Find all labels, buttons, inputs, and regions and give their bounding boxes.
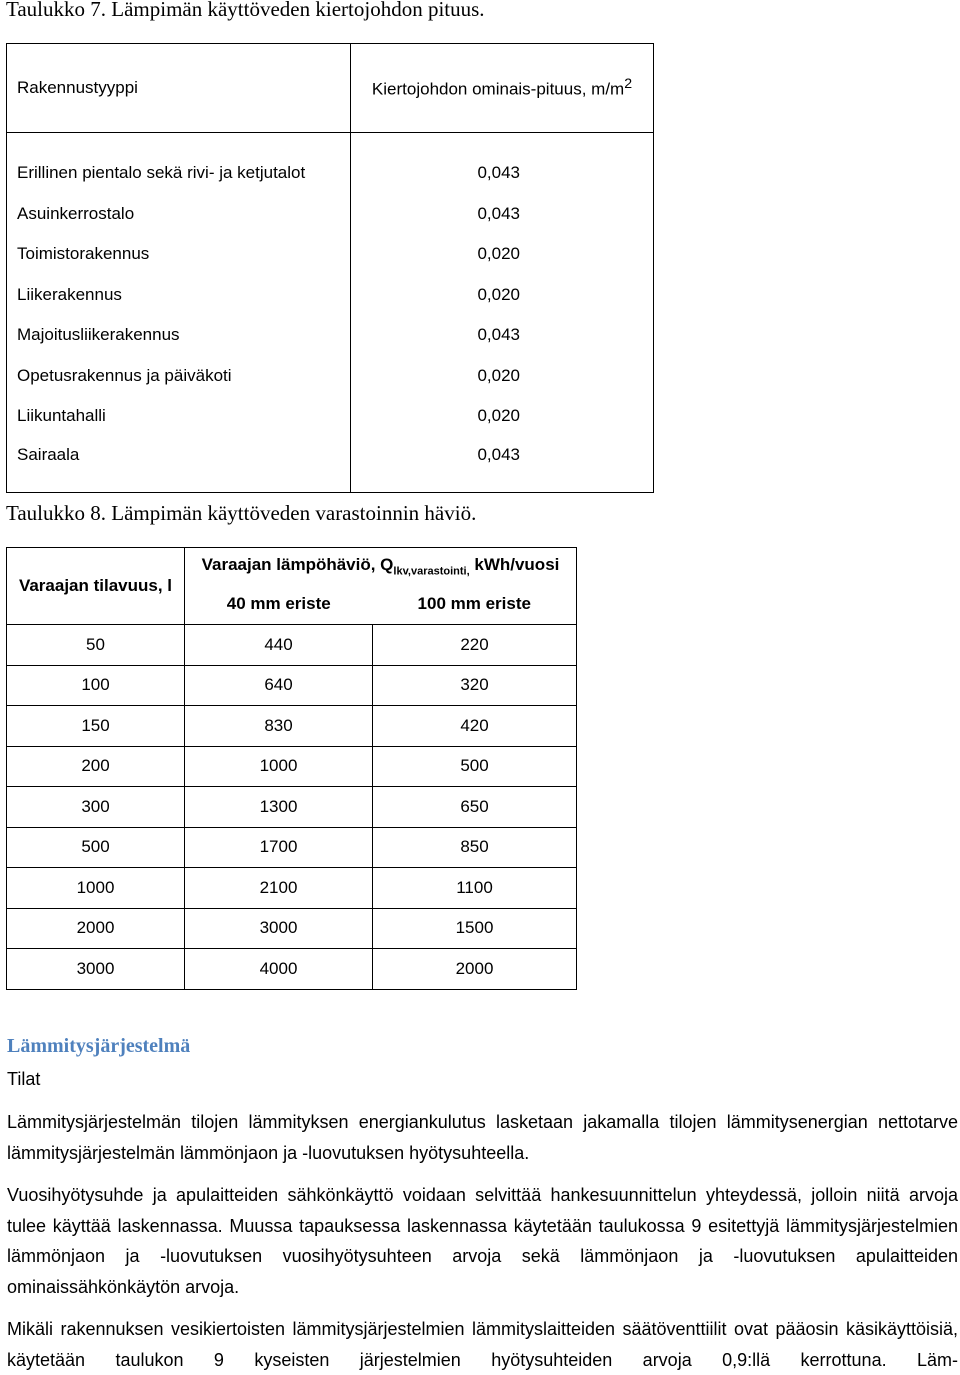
table8-cell-100mm: 2000 [373,949,577,990]
table7-row [7,315,654,356]
table7-cell-type: Toimistorakennus [7,234,351,275]
table8-cell-100mm: 1500 [373,908,577,949]
table8-row [7,665,577,706]
table7-cell-type: Liikerakennus [7,275,351,316]
section-title: Lämmitysjärjestelmä [7,1035,191,1057]
table7-cell-value: 0,043 [351,437,654,493]
table8-cell-100mm: 320 [373,665,577,706]
table7-cell-type: Sairaala [7,437,351,493]
table8-cell-40mm: 830 [185,706,373,747]
table8-cell-100mm: 1100 [373,868,577,909]
table8-row [7,868,577,909]
table8-cell-40mm: 1700 [185,827,373,868]
table8-cell-volume: 100 [7,665,185,706]
table7 [6,43,654,493]
table7-row [7,396,654,437]
table8-cell-volume: 1000 [7,868,185,909]
table8-cell-40mm: 440 [185,625,373,666]
table8-cell-100mm: 420 [373,706,577,747]
table7-cell-type: Opetusrakennus ja päiväkoti [7,356,351,397]
section-subheading: Tilat [7,1069,41,1089]
table7-header-value-sup: 2 [624,76,633,93]
table8-cell-volume: 2000 [7,908,185,949]
table7-cell-type: Asuinkerrostalo [7,194,351,235]
table8-caption: Taulukko 8. Lämpimän käyttöveden varastoinnin häviö. [6,501,477,525]
table7-cell-value: 0,020 [351,356,654,397]
paragraph-3: Mikäli rakennuksen vesikiertoisten lämmitysjärjestelmien lämmityslaitteiden säätöventtiilit ovat pääosin käsikäyttöisiä, käytetään taulukon 9 kyseisten järjestelmien hyötysuhteiden arvoja 0,9:llä kerrottuna. Läm- [7,1319,958,1370]
table7-row [7,275,654,316]
table7-row [7,234,654,275]
table8-row [7,787,577,828]
table7-row [7,194,654,235]
table7-row [7,437,654,493]
table8-header-loss-sub: lkv,varastointi, [393,565,470,578]
table8-row [7,949,577,990]
table7-cell-value: 0,020 [351,234,654,275]
table8-cell-volume: 150 [7,706,185,747]
table7-cell-value: 0,043 [351,315,654,356]
table8-header-loss [185,548,577,585]
table7-cell-type: Liikuntahalli [7,396,351,437]
table8-header-100: 100 mm eriste [373,584,577,625]
table8-row [7,706,577,747]
table8-cell-40mm: 1000 [185,746,373,787]
table7-header-row [7,44,654,133]
table7-row [7,153,654,194]
table7-gap-row [7,133,654,154]
table7-caption: Taulukko 7. Lämpimän käyttöveden kiertojohdon pituus. [6,0,485,21]
table8-cell-100mm: 650 [373,787,577,828]
table8-row [7,746,577,787]
table8-cell-100mm: 850 [373,827,577,868]
table8-cell-100mm: 220 [373,625,577,666]
table8-row [7,625,577,666]
table7-cell-value: 0,043 [351,153,654,194]
table8-cell-40mm: 4000 [185,949,373,990]
table8-cell-volume: 50 [7,625,185,666]
table7-cell-value: 0,020 [351,396,654,437]
table8-cell-40mm: 3000 [185,908,373,949]
table7-cell-value: 0,043 [351,194,654,235]
table8-header-loss-main: Varaajan lämpöhäviö, Q [201,554,394,574]
table8 [6,547,577,990]
table8-cell-40mm: 1300 [185,787,373,828]
table8-cell-40mm: 640 [185,665,373,706]
table7-cell-type: Majoitusliikerakennus [7,315,351,356]
paragraph-1: Lämmitysjärjestelmän tilojen lämmityksen energiankulutus lasketaan jakamalla tilojen lämmitysenergian nettotarve lämmitysjärjestelmän lämmönjaon ja -luovutuksen hyötysuhteella. [7,1112,958,1163]
table7-cell-type: Erillinen pientalo sekä rivi- ja ketjutalot [7,153,351,194]
table7-row [7,356,654,397]
table8-header-volume: Varaajan tilavuus, l [7,548,185,625]
table7-cell-value: 0,020 [351,275,654,316]
table8-cell-volume: 300 [7,787,185,828]
table7-header-type: Rakennustyyppi [7,44,351,133]
paragraph-2: Vuosihyötysuhde ja apulaitteiden sähkönkäyttö voidaan selvittää hankesuunnittelun yhteydessä, jolloin niitä arvoja tulee käyttää laskennassa. Muussa tapauksessa laskennassa käytetään taulukossa 9 esitettyjä lämmitysjärjestelmien lämmönjaon ja -luovutuksen vuosihyötysuhteen arvoja sekä lämmönjaon ja -luovutuksen apulaitteiden ominaissähkönkäytön arvoja. [7,1185,958,1297]
table8-header-40: 40 mm eriste [185,584,373,625]
table8-cell-volume: 500 [7,827,185,868]
table8-cell-100mm: 500 [373,746,577,787]
table7-header-value-text: Kiertojohdon ominais-pituus, m/m [371,79,625,99]
table8-cell-40mm: 2100 [185,868,373,909]
table8-header-loss-unit: kWh/vuosi [469,554,560,574]
table7-header-value [351,44,654,133]
table8-header-row-1 [7,548,577,585]
table8-row [7,908,577,949]
table8-row [7,827,577,868]
table8-cell-volume: 3000 [7,949,185,990]
table8-cell-volume: 200 [7,746,185,787]
